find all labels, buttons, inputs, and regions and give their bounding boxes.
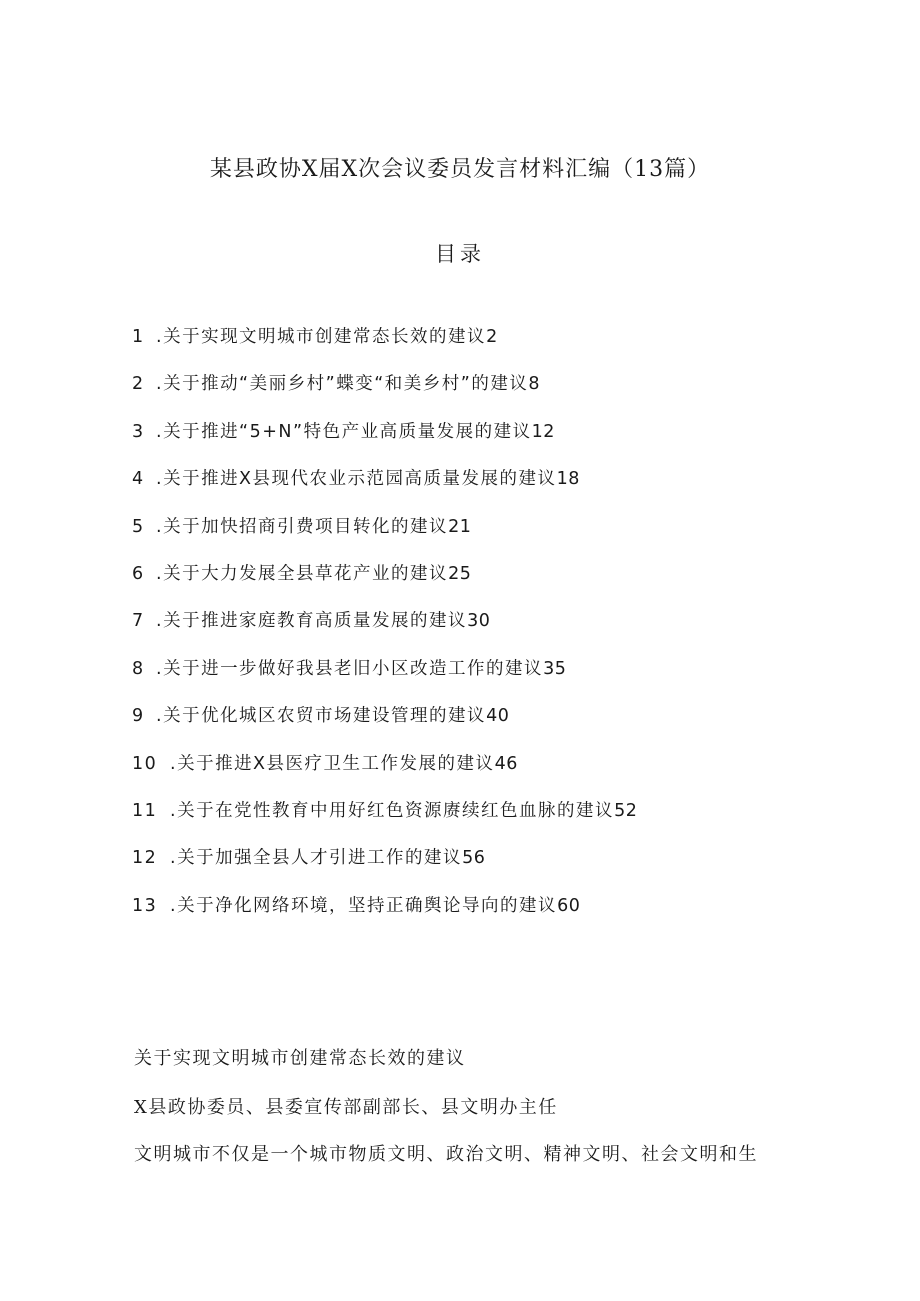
- toc-item-3[interactable]: [132, 421, 832, 468]
- toc-page-number: 21: [448, 516, 472, 537]
- toc-title: .关于实现文明城市创建常态长效的建议: [156, 327, 487, 347]
- toc-title: .关于优化城区农贸市场建设管理的建议: [156, 706, 487, 727]
- toc-page-number: 30: [467, 611, 491, 632]
- toc-item-6[interactable]: [132, 563, 832, 610]
- toc-page-number: 52: [614, 800, 638, 821]
- toc-number: 6: [132, 563, 145, 584]
- toc-title: .关于推进“5+N”特色产业高质量发展的建议: [156, 421, 532, 442]
- toc-number: 9: [132, 706, 145, 727]
- toc-item-1[interactable]: [132, 326, 832, 373]
- toc-title: .关于加强全县人才引进工作的建议: [170, 848, 463, 869]
- toc-title: .关于推动“美丽乡村”蝶变“和美乡村”的建议: [156, 374, 529, 395]
- toc-item-12[interactable]: [132, 847, 832, 894]
- toc-item-2[interactable]: [132, 373, 832, 420]
- toc-number: 11: [132, 800, 158, 821]
- toc-page-number: 60: [557, 895, 581, 916]
- toc-page-number: 8: [528, 374, 540, 395]
- toc-page-number: 56: [462, 848, 486, 869]
- toc-page-number: 35: [543, 658, 567, 679]
- toc-item-4[interactable]: [132, 468, 832, 515]
- toc-item-11[interactable]: [132, 800, 832, 847]
- toc-number: 4: [132, 469, 145, 490]
- toc-number: 7: [132, 611, 145, 632]
- table-of-contents: [132, 326, 832, 942]
- toc-number: 13: [132, 895, 158, 916]
- article-title: 关于实现文明城市创建常态长效的建议: [134, 1048, 466, 1069]
- document-title: 某县政协X届X次会议委员发言材料汇编（13篇）: [209, 157, 711, 182]
- toc-heading: 目录: [435, 242, 485, 266]
- toc-title: .关于净化网络环境，坚持正确舆论导向的建议: [170, 895, 558, 916]
- toc-title: .关于在党性教育中用好红色资源赓续红色血脉的建议: [170, 800, 615, 821]
- toc-page-number: 2: [486, 327, 498, 347]
- article-author: X县政协委员、县委宣传部副部长、县文明办主任: [134, 1097, 558, 1118]
- toc-number: 5: [132, 516, 145, 537]
- toc-title: .关于进一步做好我县老旧小区改造工作的建议: [156, 658, 544, 679]
- toc-number: 8: [132, 658, 145, 679]
- toc-page-number: 18: [556, 469, 580, 490]
- toc-item-8[interactable]: [132, 658, 832, 705]
- toc-item-7[interactable]: [132, 610, 832, 657]
- toc-item-13[interactable]: [132, 895, 832, 942]
- toc-number: 2: [132, 374, 145, 395]
- toc-number: 1: [132, 327, 145, 347]
- toc-item-9[interactable]: [132, 705, 832, 752]
- toc-item-5[interactable]: [132, 516, 832, 563]
- toc-number: 12: [132, 848, 158, 869]
- toc-page-number: 25: [448, 563, 472, 584]
- toc-item-10[interactable]: [132, 753, 832, 800]
- toc-title: .关于加快招商引费项目转化的建议: [156, 516, 449, 537]
- toc-page-number: 40: [486, 706, 510, 727]
- article-paragraph: 文明城市不仅是一个城市物质文明、政治文明、精神文明、社会文明和生: [134, 1144, 758, 1165]
- toc-page-number: 12: [531, 421, 555, 442]
- toc-number: 3: [132, 421, 145, 442]
- toc-title: .关于大力发展全县草花产业的建议: [156, 563, 449, 584]
- toc-page-number: 46: [494, 753, 518, 774]
- toc-title: .关于推进X县医疗卫生工作发展的建议: [170, 753, 495, 774]
- toc-number: 10: [132, 753, 158, 774]
- toc-title: .关于推进X县现代农业示范园高质量发展的建议: [156, 469, 557, 490]
- toc-title: .关于推进家庭教育高质量发展的建议: [156, 611, 468, 632]
